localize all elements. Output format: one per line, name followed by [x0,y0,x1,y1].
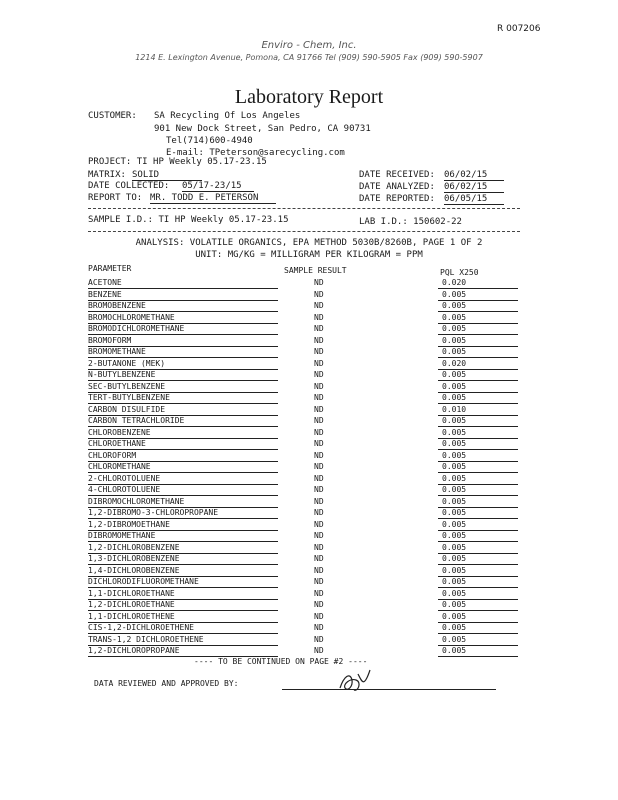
pql-cell: 0.005 [442,312,467,322]
parameter-cell: BROMOCHLOROMETHANE [88,312,175,322]
table-row [88,382,520,393]
signature-mark [336,666,376,696]
table-row [88,336,520,347]
continued-note: ---- TO BE CONTINUED ON PAGE #2 ---- [194,657,368,666]
pql-cell: 0.005 [442,324,467,333]
result-cell: ND [314,554,324,563]
result-cell: ND [314,462,324,471]
column-pql: PQL X250 [440,268,479,277]
pql-cell: 0.005 [442,301,467,310]
pql-cell: 0.005 [442,485,467,494]
pql-cell: 0.005 [442,588,467,598]
lab-address: 1214 E. Lexington Avenue, Pomona, CA 91766 Tel (909) 590-5905 Fax (909) 590-5907 [135,53,483,62]
pql-cell: 0.005 [442,565,467,575]
parameter-cell: DICHLORODIFLUOROMETHANE [88,577,199,586]
parameter-cell: 2-BUTANONE (MEK) [88,358,166,368]
report-title: Laboratory Report [234,86,384,108]
pql-cell: 0.020 [442,278,467,287]
parameter-cell: BROMOBENZENE [88,301,146,310]
table-row [88,301,520,312]
table-row [88,290,520,301]
table-row [88,359,520,370]
parameter-cell: 1,1-DICHLOROETHENE [88,611,175,621]
pql-cell: 0.005 [442,393,467,402]
matrix-value: SOLID [132,170,202,181]
parameter-cell: 1,2-DICHLOROETHANE [88,600,175,609]
lab-id: LAB I.D.: 150602-22 [359,217,462,227]
pql-cell: 0.005 [442,577,467,586]
signature-line [282,689,496,690]
pql-cell: 0.005 [442,496,467,506]
column-parameter: PARAMETER [88,264,132,273]
pql-cell: 0.005 [442,416,467,425]
result-cell: ND [314,565,324,575]
table-row [88,462,520,473]
result-cell: ND [314,404,324,414]
project: PROJECT: TI HP Weekly 05.17-23.15 [88,157,267,167]
table-row [88,451,520,462]
pql-cell: 0.005 [442,611,467,621]
date-received-value: 06/02/15 [444,170,504,181]
table-row [88,531,520,542]
result-cell: ND [314,542,324,552]
pql-cell: 0.005 [442,508,467,517]
table-row [88,589,520,600]
table-row [88,474,520,485]
parameter-cell: CARBON DISULFIDE [88,404,166,414]
analysis-line: ANALYSIS: VOLATILE ORGANICS, EPA METHOD 5030B/8260B, PAGE 1 OF 2 [135,238,483,248]
table-row [88,324,520,335]
document-id: R 007206 [497,24,541,34]
table-row [88,497,520,508]
divider-top [88,208,520,209]
pql-cell: 0.005 [442,439,467,448]
table-row [88,370,520,381]
date-collected-label: DATE COLLECTED: [88,181,170,191]
table-row [88,520,520,531]
pql-cell: 0.005 [442,473,467,483]
result-cell: ND [314,381,324,391]
divider-bottom [88,231,520,232]
pql-cell: 0.005 [442,646,467,655]
result-cell: ND [314,278,324,287]
pql-cell: 0.010 [442,404,467,414]
table-row [88,313,520,324]
table-row [88,278,520,289]
result-cell: ND [314,427,324,437]
parameter-cell: CIS-1,2-DICHLOROETHENE [88,623,194,632]
result-cell: ND [314,416,324,425]
result-cell: ND [314,335,324,345]
pql-cell: 0.005 [442,347,467,356]
sample-id: SAMPLE I.D.: TI HP Weekly 05.17-23.15 [88,215,289,225]
customer-street: 901 New Dock Street, San Pedro, CA 90731 [154,124,371,134]
date-reported-label: DATE REPORTED: [359,194,435,204]
pql-cell: 0.005 [442,600,467,609]
parameter-cell: 1,2-DIBROMO-3-CHLOROPROPANE [88,508,219,517]
parameter-cell: CHLOROETHANE [88,439,146,448]
parameter-cell: 4-CHLOROTOLUENE [88,485,161,494]
parameter-cell: 1,4-DICHLOROBENZENE [88,565,180,575]
pql-cell: 0.005 [442,427,467,437]
parameter-cell: 1,2-DICHLOROPROPANE [88,646,180,655]
parameter-cell: TERT-BUTYLBENZENE [88,393,170,402]
parameter-cell: BROMOFORM [88,335,132,345]
table-row [88,623,520,634]
pql-cell: 0.005 [442,335,467,345]
pql-cell: 0.005 [442,519,467,529]
result-cell: ND [314,324,324,333]
result-cell: ND [314,588,324,598]
result-cell: ND [314,301,324,310]
table-row [88,635,520,646]
date-analyzed-value: 06/02/15 [444,182,504,193]
result-cell: ND [314,634,324,644]
result-cell: ND [314,496,324,506]
table-row [88,416,520,427]
table-row [88,577,520,588]
customer-name: SA Recycling Of Los Angeles [154,111,301,121]
parameter-cell: DIBROMOCHLOROMETHANE [88,496,185,506]
result-cell: ND [314,646,324,655]
result-cell: ND [314,577,324,586]
parameter-cell: BROMOMETHANE [88,347,146,356]
result-cell: ND [314,473,324,483]
table-row [88,347,520,358]
matrix-label: MATRIX: [88,170,126,180]
unit-line: UNIT: MG/KG = MILLIGRAM PER KILOGRAM = PPM [195,250,423,260]
result-cell: ND [314,508,324,517]
parameter-cell: CHLOROMETHANE [88,462,151,471]
result-cell: ND [314,623,324,632]
table-row [88,439,520,450]
lab-name: Enviro - Chem, Inc. [261,40,357,51]
result-cell: ND [314,289,324,299]
parameter-cell: SEC-BUTYLBENZENE [88,381,166,391]
parameter-cell: 1,2-DIBROMOETHANE [88,519,170,529]
result-cell: ND [314,370,324,379]
result-cell: ND [314,611,324,621]
parameter-cell: 2-CHLOROTOLUENE [88,473,161,483]
result-cell: ND [314,450,324,460]
parameter-cell: 1,1-DICHLOROETHANE [88,588,175,598]
report-to-value: MR. TODD E. PETERSON [150,193,276,204]
pql-cell: 0.005 [442,462,467,471]
parameter-cell: BROMODICHLOROMETHANE [88,324,185,333]
pql-cell: 0.005 [442,531,467,540]
parameter-cell: TRANS-1,2 DICHLOROETHENE [88,634,204,644]
pql-cell: 0.005 [442,370,467,379]
table-row [88,612,520,623]
table-row [88,405,520,416]
parameter-cell: N-BUTYLBENZENE [88,370,156,379]
pql-cell: 0.005 [442,554,467,563]
parameter-cell: BENZENE [88,289,122,299]
table-row [88,508,520,519]
parameter-cell: CARBON TETRACHLORIDE [88,416,185,425]
pql-cell: 0.005 [442,542,467,552]
pql-cell: 0.005 [442,634,467,644]
pql-cell: 0.005 [442,289,467,299]
result-cell: ND [314,531,324,540]
date-received-label: DATE RECEIVED: [359,170,435,180]
column-result: SAMPLE RESULT [284,266,347,275]
parameter-cell: CHLOROFORM [88,450,137,460]
result-cell: ND [314,358,324,368]
table-row [88,485,520,496]
result-cell: ND [314,485,324,494]
customer-label: CUSTOMER: [88,111,137,121]
pql-cell: 0.005 [442,450,467,460]
parameter-cell: ACETONE [88,278,122,287]
report-to-label: REPORT TO: [88,193,143,203]
result-cell: ND [314,439,324,448]
approval-label: DATA REVIEWED AND APPROVED BY: [94,679,239,688]
result-cell: ND [314,312,324,322]
pql-underline [438,656,518,657]
table-row [88,428,520,439]
table-row [88,646,520,657]
date-analyzed-label: DATE ANALYZED: [359,182,435,192]
pql-cell: 0.020 [442,358,467,368]
table-row [88,554,520,565]
date-collected-value: 05/17-23/15 [182,181,254,192]
parameter-cell: DIBROMOMETHANE [88,531,156,540]
result-cell: ND [314,600,324,609]
result-cell: ND [314,393,324,402]
date-reported-value: 06/05/15 [444,194,504,205]
pql-cell: 0.005 [442,623,467,632]
customer-tel: Tel(714)600-4940 [166,136,253,146]
customer-email: E-mail: TPeterson@sarecycling.com [166,148,345,158]
parameter-cell: CHLOROBENZENE [88,427,151,437]
parameter-cell: 1,3-DICHLOROBENZENE [88,554,180,563]
parameter-cell: 1,2-DICHLOROBENZENE [88,542,180,552]
pql-cell: 0.005 [442,381,467,391]
table-row [88,393,520,404]
result-cell: ND [314,519,324,529]
result-cell: ND [314,347,324,356]
table-row [88,600,520,611]
table-row [88,566,520,577]
table-row [88,543,520,554]
